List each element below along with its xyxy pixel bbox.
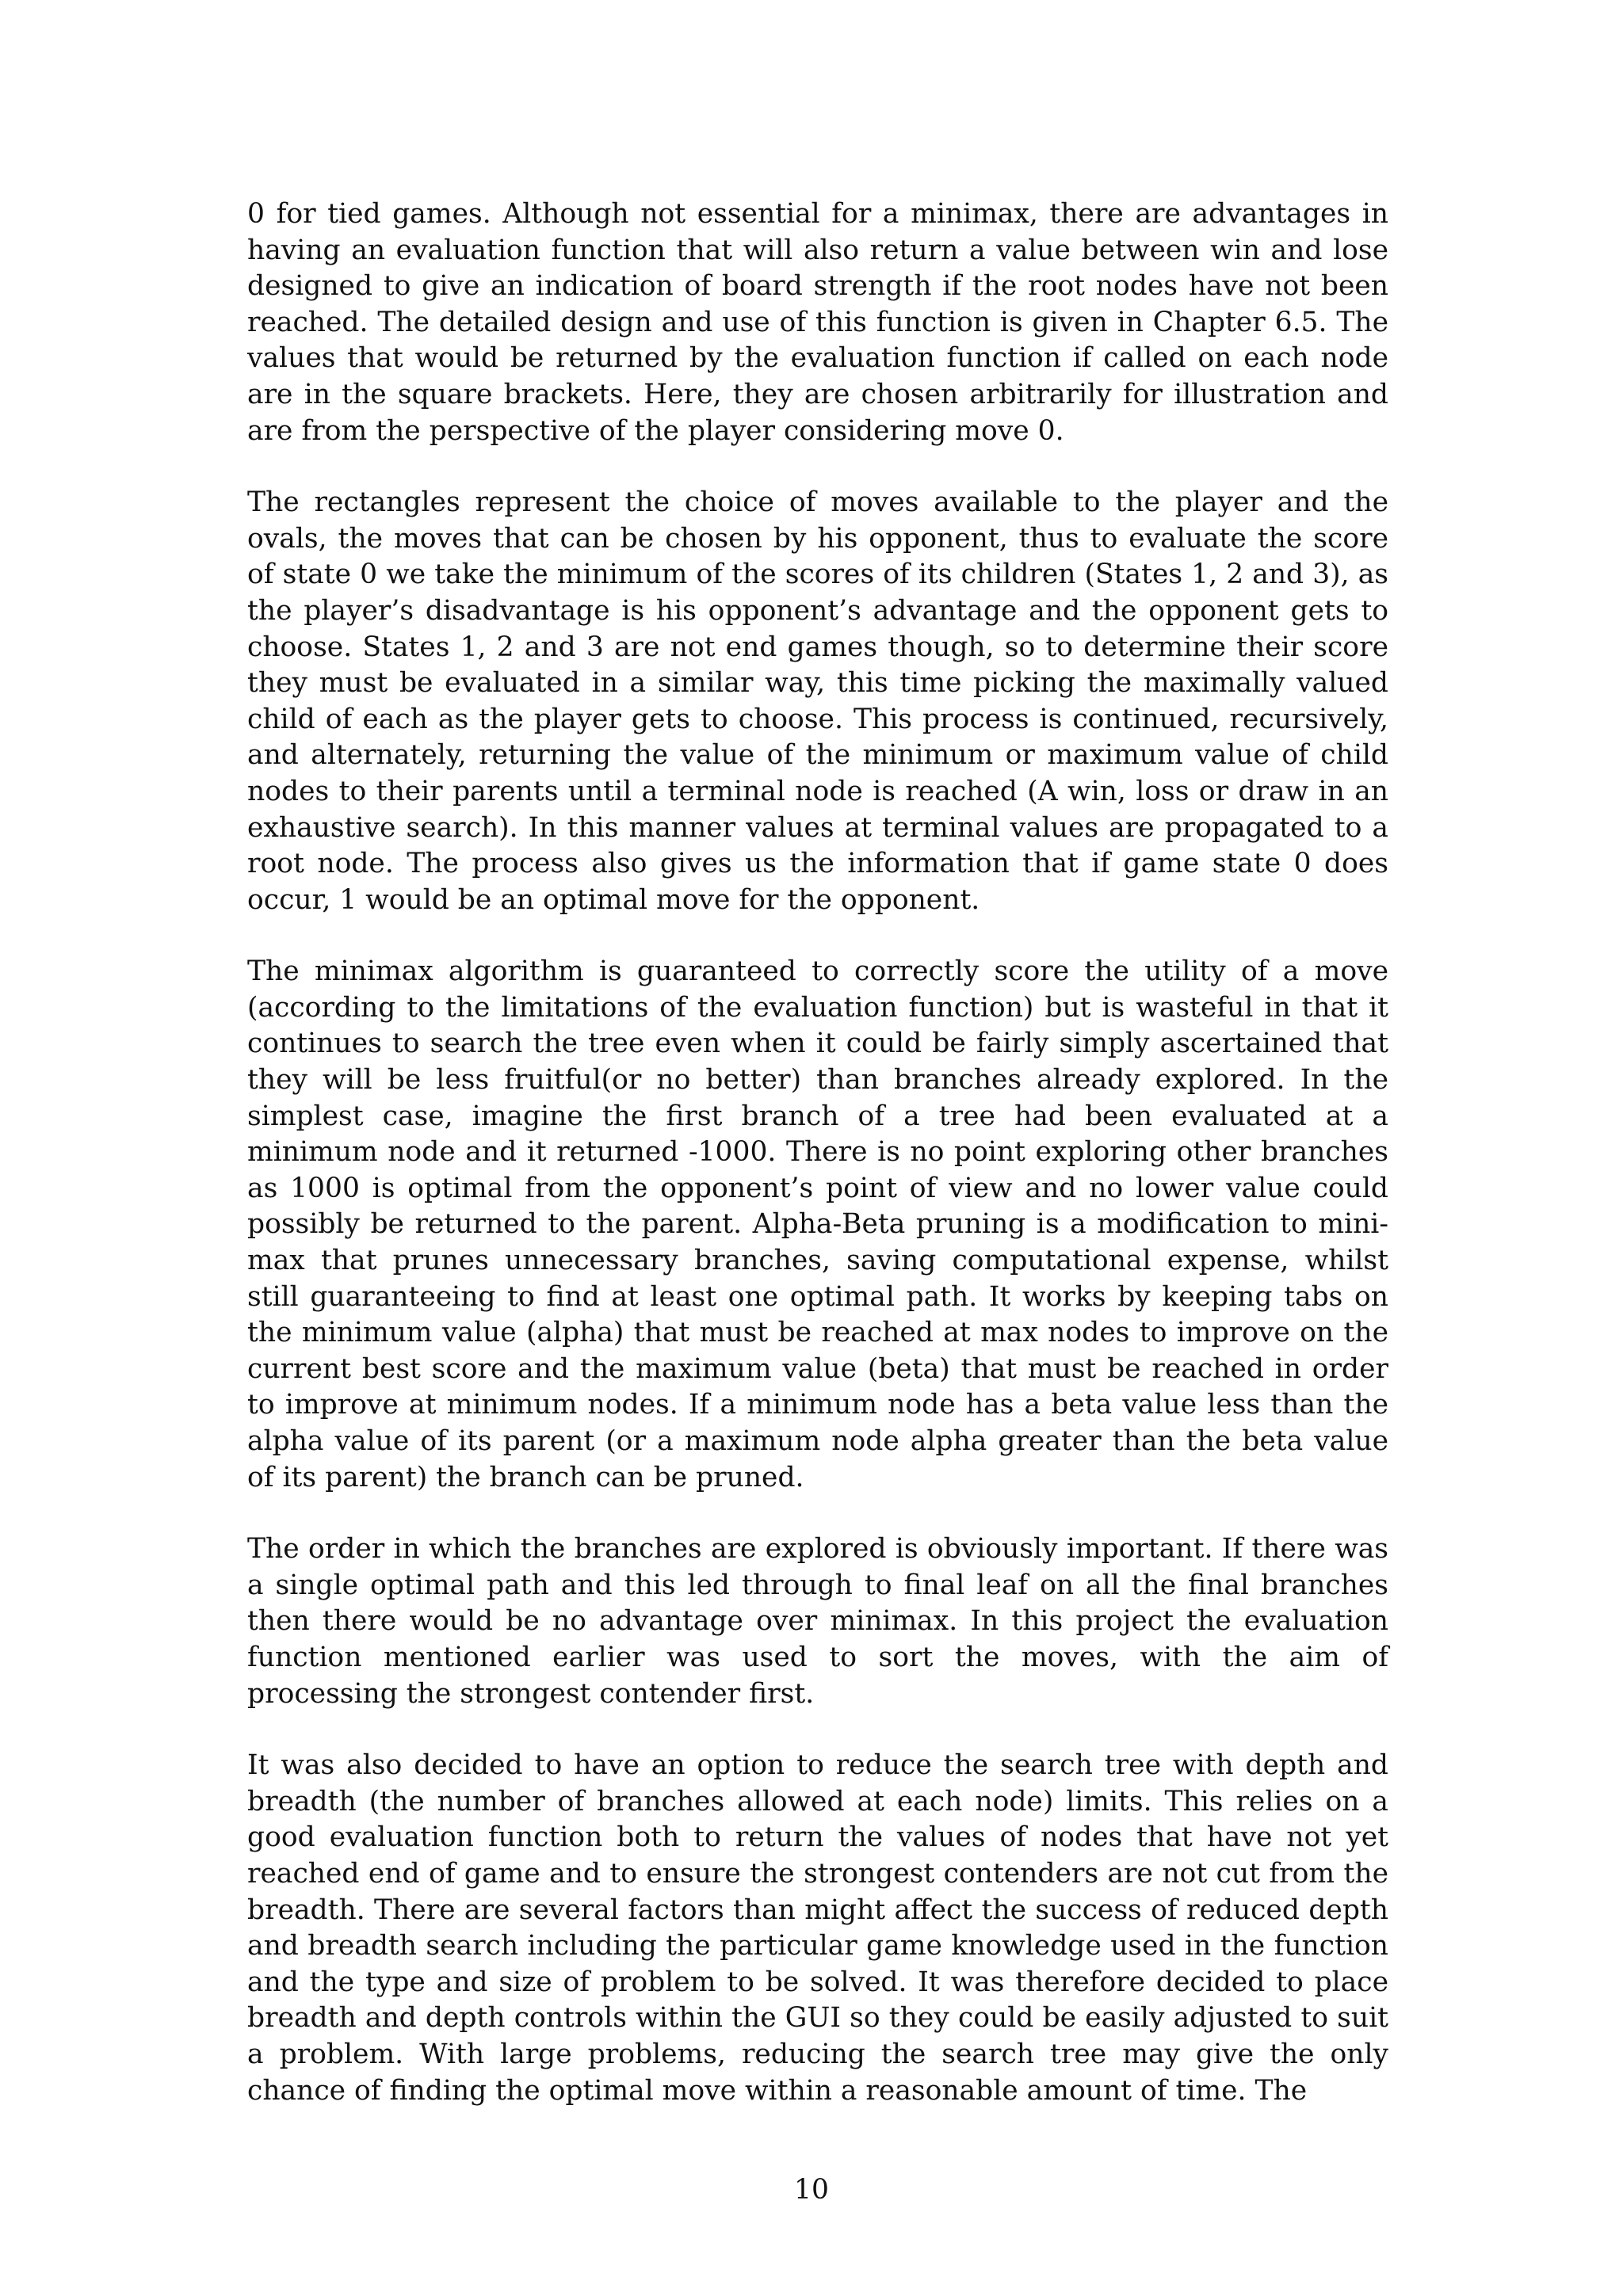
paragraph-alpha-beta-pruning: The minimax algorithm is guaranteed to correctly score the utility of a move (according to the limitations of the evaluation function) but is wasteful in that it continues to search the tree even when it could be fairly simply ascertained that they will be less fruitful(or no better) than branches already explored. In the simplest case, imagine the first branch of a tree had been evaluated at a minimum node and it returned -1000. There is no point exploring other branches as 1000 is optimal from the opponent’s point of view and no lower value could possibly be returned to the parent. Alpha-Beta pruning is a modification to mini-max that prunes unnecessary branches, saving computational expense, whilst still guaranteeing to find at least one optimal path. It works by keeping tabs on the minimum value (alpha) that must be reached at max nodes to improve on the current best score and the maximum value (beta) that must be reached in order to improve at minimum nodes. If a minimum node has a beta value less than the alpha value of its parent (or a maximum node alpha greater than the beta value of its parent) the branch can be pruned. [247, 955, 1388, 1493]
paragraph-depth-breadth-limits: It was also decided to have an option to reduce the search tree with depth and breadth (the number of branches allowed at each node) limits. This relies on a good evaluation function both to return the values of nodes that have not yet reached end of game and to ensure the strongest contenders are not cut from the breadth. There are several factors than might affect the success of reduced depth and breadth search including the particular game knowledge used in the function and the type and size of problem to be solved. It was therefore decided to place breadth and depth controls within the GUI so they could be easily adjusted to suit a problem. With large problems, reducing the search tree may give the only chance of finding the optimal move within a reasonable amount of time. The [247, 1749, 1388, 2107]
paragraph-branch-ordering: The order in which the branches are explored is obviously important. If there was a single optimal path and this led through to final leaf on all the final branches then there would be no advantage over minimax. In this project the evaluation function mentioned earlier was used to sort the moves, with the aim of processing the strongest contender first. [247, 1533, 1388, 1710]
paragraph-minimax-process: The rectangles represent the choice of moves available to the player and the ovals, the moves that can be chosen by his opponent, thus to evaluate the score of state 0 we take the minimum of the scores of its children (States 1, 2 and 3), as the player’s disadvantage is his opponent’s advantage and the opponent gets to choose. States 1, 2 and 3 are not end games though, so to determine their score they must be evaluated in a similar way, this time picking the maximally valued child of each as the player gets to choose. This process is continued, recursively, and alternately, returning the value of the minimum or maximum value of child nodes to their parents until a terminal node is reached (A win, loss or draw in an exhaustive search). In this manner values at terminal values are propagated to a root node. The process also gives us the information that if game state 0 does occur, 1 would be an optimal move for the opponent. [247, 486, 1388, 916]
page-number: 10 [794, 2174, 829, 2206]
paragraph-evaluation-function: 0 for tied games. Although not essential for a minimax, there are advantages in having an evaluation function that will also return a value between win and lose designed to give an indication of board strength if the root nodes have not been reached. The detailed design and use of this function is given in Chapter 6.5. The values that would be returned by the evaluation function if called on each node are in the square brackets. Here, they are chosen arbitrarily for illustration and are from the perspective of the player considering move 0. [247, 198, 1388, 447]
document-body [247, 196, 1388, 2145]
